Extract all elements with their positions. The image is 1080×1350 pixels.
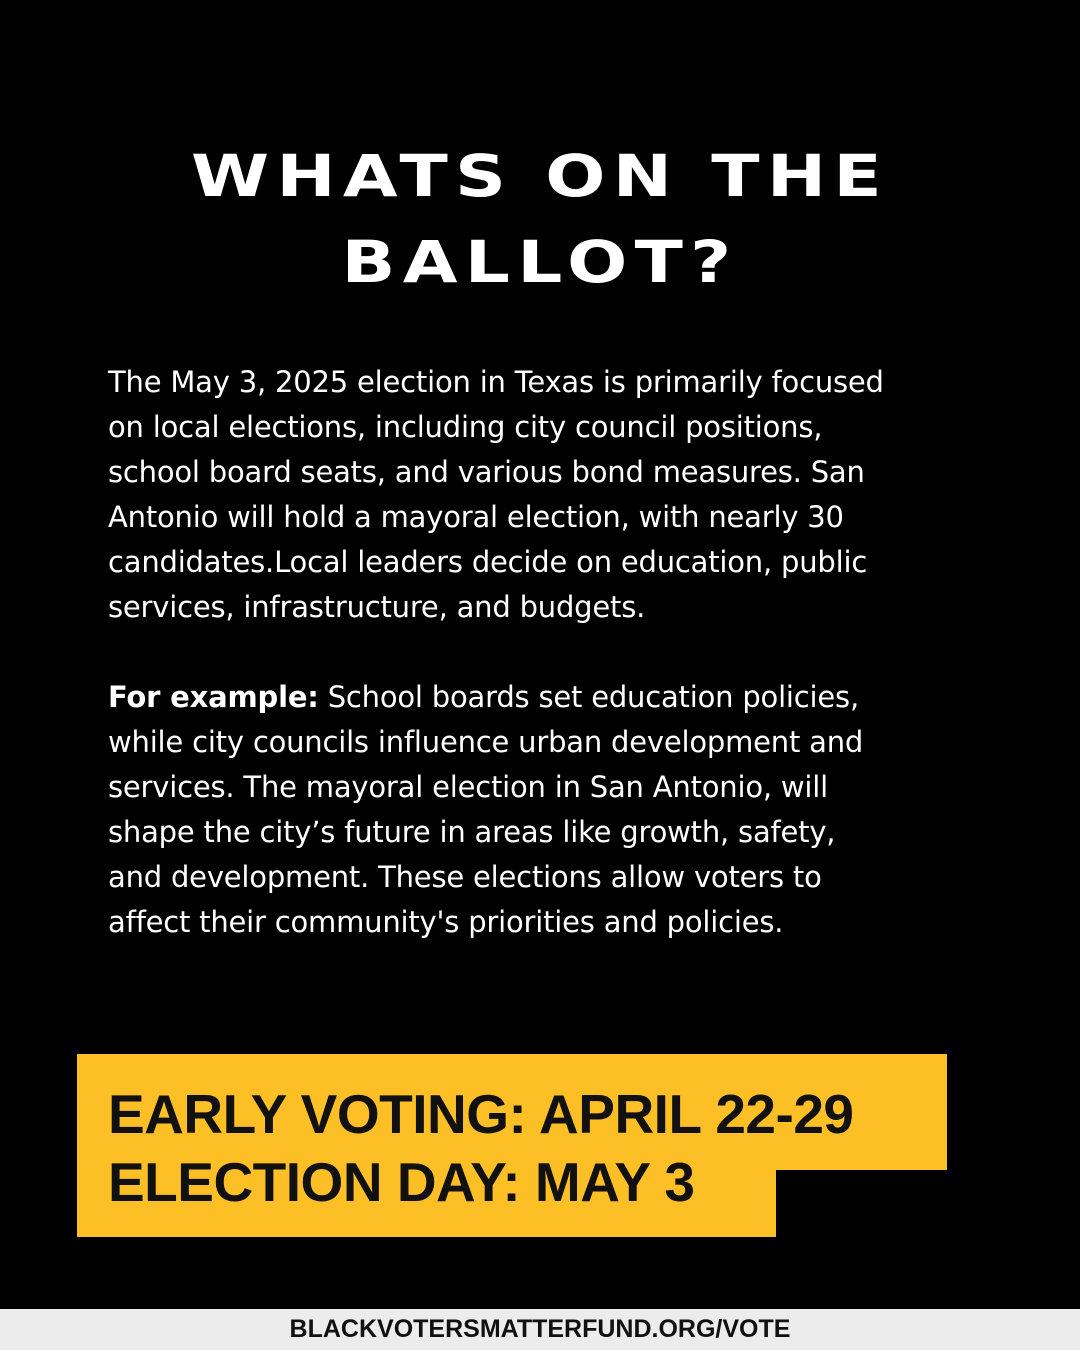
early-voting-dates: EARLY VOTING: APRIL 22-29	[108, 1083, 854, 1145]
footer-url[interactable]: BLACKVOTERSMATTERFUND.ORG/VOTE	[289, 1315, 791, 1343]
title-line-1: WHATS ON THE	[190, 142, 890, 210]
example-first-line-rest: School boards set education policies,	[318, 680, 859, 714]
example-line: shape the city’s future in areas like growth, safety,	[108, 815, 836, 849]
example-line: and development. These elections allow voters to	[108, 860, 822, 894]
election-day-date: ELECTION DAY: MAY 3	[108, 1151, 695, 1213]
voting-dates	[108, 1080, 854, 1216]
example-first-line	[108, 675, 1008, 720]
intro-line: Antonio will hold a mayoral election, with nearly 30	[108, 500, 844, 534]
intro-line: school board seats, and various bond measures. San	[108, 455, 865, 489]
intro-paragraph	[108, 360, 1008, 630]
intro-line: The May 3, 2025 election in Texas is primarily focused	[108, 365, 884, 399]
example-line: while city councils influence urban development and	[108, 725, 864, 759]
intro-line: on local elections, including city council positions,	[108, 410, 823, 444]
footer-bar	[0, 1309, 1080, 1350]
intro-line: candidates.Local leaders decide on education, public	[108, 545, 868, 579]
intro-line: services, infrastructure, and budgets.	[108, 590, 646, 624]
example-line: affect their community's priorities and policies.	[108, 905, 784, 939]
example-line: services. The mayoral election in San Antonio, will	[108, 770, 828, 804]
example-lead: For example:	[108, 680, 319, 714]
example-paragraph	[108, 675, 1008, 945]
page-title	[0, 133, 1080, 305]
title-line-2: BALLOT?	[341, 228, 739, 296]
